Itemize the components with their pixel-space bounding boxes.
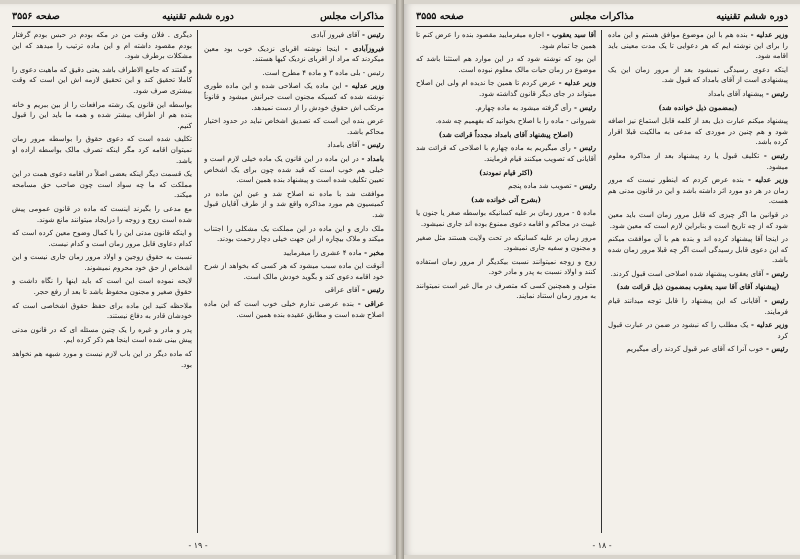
- transcript-paragraph: [416, 257, 596, 278]
- transcript-paragraph: [608, 296, 788, 317]
- speech-text: رئیس - بلی ماده ۳ و ماده ۴ مطرح است.: [262, 67, 384, 77]
- book-gutter: [396, 0, 404, 559]
- speech-text: اجازه میفرمایید مقصود بنده را عرض کنم تا همین جا تمام شود.: [416, 30, 596, 50]
- transcript-paragraph: [416, 233, 596, 254]
- transcript-paragraph: [12, 204, 192, 225]
- speech-text: رأی میگیریم به ماده چهارم با اصلاحی که قرائت شد آقایانی که تصویب میکنند قیام فرمایند.: [416, 143, 596, 163]
- left-page-header: [12, 10, 384, 27]
- transcript-paragraph: [12, 65, 192, 97]
- transcript-paragraph: [12, 325, 192, 346]
- speech-text: ماده ۴ عشری را میفرمایید: [283, 247, 362, 257]
- right-page-column-left: [416, 30, 596, 533]
- speaker-name: رئیس -: [571, 102, 596, 112]
- column-divider: [601, 30, 602, 533]
- speech-text: که ماده دیگر در این باب لازم نیست و مورد شبهه هم نخواهد بود.: [12, 349, 192, 369]
- speech-text: آنوقت این ماده سبب میشود که هر کسی که بخواهد از شرح خود اقامه دعوی کند و بگوید خودش مالک است.: [204, 261, 384, 281]
- speech-text: این بود که نوشته شود که در این موارد هم استثنا باشد که موضوع در زمان حیات مالک معلوم نبوده است.: [416, 54, 596, 74]
- transcript-paragraph: [204, 116, 384, 137]
- speaker-name: وزیر عدلیه -: [555, 78, 596, 88]
- left-header-session: دوره ششم تقنینیه: [162, 11, 234, 22]
- speech-text: یک مطلب را که نبشود در ضمن در عبارت قبول کرد: [608, 320, 788, 340]
- speech-text: زوج و زوجه نمیتوانند نسبت بیکدیگر از مرور زمان استفاده کنند و اولاد نسبت به پدر و مادر خود.: [416, 256, 596, 277]
- speech-text: (پیشنهاد آقای آقا سید یعقوب بمضمون ذیل قرائت شد): [616, 282, 780, 292]
- speech-text: (بشرح آتی خوانده شد): [471, 194, 541, 204]
- right-header-title: مذاکرات مجلس: [570, 11, 634, 22]
- speech-text: تکلیف شده است که دعوی حقوق را بواسطه مرور زمان نمیتوان اقامه کرد مگر اینکه تصرف مالک بواسطه اراده او باشد.: [12, 134, 192, 165]
- left-page: [0, 4, 396, 555]
- speech-text: عرض بنده این است که تصدیق اشخاص نباید در حدود اختیار محاکم باشد.: [204, 116, 384, 136]
- transcript-paragraph: [416, 281, 596, 302]
- speaker-name: وزیر عدلیه -: [341, 81, 384, 91]
- transcript-paragraph: [608, 103, 788, 114]
- speech-text: شیروانی - ماده را با اصلاح بخوانید که بفهمیم چه شده.: [435, 116, 596, 126]
- speaker-name: عراقی -: [353, 299, 384, 309]
- speech-text: و گفتند که جامع الاطراف باشد یعنی دقیق که ماهیت دعوی را کاملا تحقیق کند و این تحقیق لازمه اش این است که وقت بیشتری صرف شود.: [12, 64, 192, 95]
- transcript-paragraph: [416, 195, 596, 206]
- speech-text: بنده عرضی ندارم خیلی خوب است که این ماده اصلاح شده است و مطابق عقیده بنده همین است.: [204, 299, 384, 319]
- transcript-paragraph: [204, 224, 384, 245]
- right-header-session: دوره ششم تقنینیه: [716, 11, 788, 22]
- speech-text: آقای عراقی: [324, 285, 360, 295]
- speech-text: اینکه دعوی رسیدگی نمیشود بعد از مرور زمان این یک پیشنهادی است از آقای بامداد که قبول شد.: [608, 64, 788, 85]
- transcript-paragraph: [416, 54, 596, 75]
- transcript-paragraph: [608, 320, 788, 341]
- left-page-column-right: [204, 30, 384, 533]
- transcript-paragraph: [204, 140, 384, 151]
- transcript-paragraph: [204, 30, 384, 41]
- transcript-paragraph: [608, 65, 788, 86]
- speaker-name: رئیس -: [359, 140, 384, 150]
- speech-text: بنده عرض کردم که اینطور نیست که مرور زمان در هر دو مورد اثر داشته باشد و این در قانون مدنی هم هست.: [608, 175, 788, 206]
- speech-text: پیشنهاد آقای بامداد: [707, 88, 764, 98]
- speech-text: و اینکه قانون مدنی این را با کمال وضوح معین کرده است که کدام دعاوی قابل مرور زمان است و کدام نیست.: [12, 228, 192, 248]
- speech-text: بواسطه این قانون یک رشته مرافعات را از بین ببریم و خانه بنده هم از اطراف بیشتر شده و همه ما باید این را قبول کنیم.: [12, 99, 192, 130]
- speech-text: (بمضمون ذیل خوانده شد): [658, 102, 738, 112]
- transcript-paragraph: [204, 285, 384, 296]
- transcript-paragraph: [204, 248, 384, 259]
- speaker-name: رئیس -: [759, 150, 788, 160]
- transcript-paragraph: [12, 30, 192, 62]
- speech-text: مرور زمان بر علیه کسانیکه در تحت ولایت هستند مثل صغیر و مجنون و سفیه جاری نمیشود.: [416, 232, 596, 253]
- transcript-paragraph: [204, 299, 384, 320]
- column-divider: [197, 30, 198, 533]
- speaker-name: مخبر -: [361, 247, 384, 257]
- right-header-page-number: صفحه ۳۵۵۵: [416, 11, 464, 22]
- transcript-paragraph: [204, 189, 384, 221]
- speech-text: بنده هم با این موضوع موافق هستم و این ماده را برای این نوشته ایم که هر دعوایی تا یک مدت معینی باید اقامه شود.: [608, 30, 788, 61]
- transcript-paragraph: [416, 116, 596, 127]
- speech-text: آقای یعقوب پیشنهاد شده اصلاحی است قبول کردند.: [610, 268, 764, 278]
- transcript-paragraph: [416, 168, 596, 179]
- transcript-paragraph: [204, 154, 384, 186]
- speech-text: آقای بامداد: [327, 140, 360, 150]
- speaker-name: فیروزآبادی -: [339, 43, 384, 53]
- transcript-paragraph: [608, 30, 788, 62]
- speaker-name: رئیس -: [570, 143, 596, 153]
- speech-text: دیگری . فلان وقت من در مکه بودم در حبس بودم گرفتار بودم مقصود داشته ام و این ماده ترتیب را میدهد که این مشکلات برطرف شود.: [12, 30, 192, 61]
- speech-text: (اصلاح پیشنهاد آقای بامداد مجدداً قرائت شد): [438, 129, 574, 139]
- right-page-footer: - ۱۸ -: [592, 541, 612, 550]
- speech-text: موافقت شد با ماده نه اصلاح شد و عین این ماده در کمیسیون هم مورد مذاکره واقع شد و از طرف آقایان قبول شد.: [204, 188, 384, 219]
- left-page-column-left: [12, 30, 192, 533]
- speaker-name: رئیس -: [359, 30, 384, 39]
- right-page-column-right: [608, 30, 788, 533]
- transcript-paragraph: [12, 252, 192, 273]
- speaker-name: وزیر عدلیه -: [747, 30, 788, 39]
- speech-text: این ماده یک اصلاحی شده و این ماده طوری نوشته شده که کسیکه مجنون است جبرانش میشود و قانوناً مرتکب اش حقوق خودش را از دست نمیدهد.: [204, 81, 384, 112]
- right-page-header: [416, 10, 788, 27]
- speech-text: در قوانین ما اگر چیزی که قابل مرور زمان است باید معین شود که از چه تاریخ است و بنابراین لازم است که معین شود.: [608, 209, 788, 230]
- speech-text: تکلیف قبول یا رد پیشنهاد بعد از مذاکره معلوم میشود.: [608, 150, 788, 171]
- transcript-paragraph: [12, 349, 192, 370]
- speech-text: رأی گرفته میشود به ماده چهارم.: [475, 102, 572, 112]
- speaker-name: وزیر عدلیه -: [748, 320, 788, 330]
- transcript-paragraph: [204, 68, 384, 79]
- speech-text: ماده ۵ - مرور زمان بر علیه کسانیکه بواسطه صغر یا جنون یا غیبت در محاکم و اقامه دعوی ممنوع بوده اند جاری نمیشود.: [416, 208, 596, 228]
- transcript-paragraph: [416, 30, 596, 51]
- speaker-name: رئیس -: [571, 181, 596, 191]
- transcript-paragraph: [204, 261, 384, 282]
- transcript-paragraph: [608, 116, 788, 148]
- speech-text: عرض کردم تا همین جا ندیده ام ولی این اصلاح میتواند در جای دیگر قانون گذاشته شود.: [416, 78, 596, 98]
- transcript-paragraph: [608, 344, 788, 355]
- transcript-paragraph: [608, 234, 788, 266]
- speech-text: پیشنهاد میکنم عبارت ذیل بعد از کلمه قابل استماع نیز اضافه شود و هم چنین در موردی که مدعی به مالکیت قبلا اقرار کرده باشد.: [608, 116, 788, 147]
- transcript-paragraph: [12, 301, 192, 322]
- speech-text: اینجا نوشته اقربای نزدیک خوب بود معین میکردند که مراد از اقربای نزدیک کیها هستند.: [204, 43, 384, 64]
- speech-text: ملاحظه کنید این ماده برای حفظ حقوق اشخاصی است که خودشان قادر به دفاع نیستند.: [12, 300, 192, 321]
- transcript-paragraph: [608, 151, 788, 172]
- transcript-paragraph: [416, 130, 596, 141]
- transcript-paragraph: [608, 282, 788, 293]
- speech-text: متولی و همچنین کسی که متصرف در مال غیر است نمیتوانند به مرور زمان استناد نمایند.: [416, 280, 596, 301]
- transcript-paragraph: [608, 269, 788, 280]
- speech-text: پدر و مادر و غیره را یک چنین مسئله ای که در قانون مدنی پیش بینی شده است اینجا هم ذکر کرده ایم.: [12, 324, 192, 345]
- speech-text: خوب آنرا که آقای عیر قبول کردند رأی میگیریم: [626, 344, 764, 354]
- transcript-paragraph: [12, 276, 192, 297]
- speaker-name: بامداد -: [358, 153, 384, 163]
- transcript-paragraph: [416, 143, 596, 164]
- transcript-paragraph: [12, 169, 192, 201]
- speech-text: تصویب شد ماده پنجم: [508, 181, 572, 191]
- left-header-title: مذاکرات مجلس: [320, 11, 384, 22]
- transcript-paragraph: [12, 100, 192, 132]
- transcript-paragraph: [416, 181, 596, 192]
- speech-text: آقایانی که این پیشنهاد را قابل توجه میدانند قیام فرمایند.: [608, 296, 788, 316]
- transcript-paragraph: [416, 208, 596, 229]
- speech-text: مع مدعی را بگیرند اینست که ماده در قانون عمومی پیش شده است زوج و زوجه را درایجاد میتوانند مانع شوند.: [12, 203, 192, 224]
- speech-text: نسبت به حقوق زوجین و اولاد مرور زمان جاری نیست و این اشخاص از حق خود محروم نمیشوند.: [12, 252, 192, 272]
- speech-text: آقای فیروز آبادی: [310, 30, 360, 39]
- left-page-footer: - ۱۹ -: [188, 541, 208, 550]
- transcript-paragraph: [204, 81, 384, 113]
- transcript-paragraph: [12, 134, 192, 166]
- transcript-paragraph: [608, 175, 788, 207]
- speaker-name: آقا سید یعقوب -: [544, 30, 596, 39]
- transcript-paragraph: [204, 44, 384, 65]
- speaker-name: رئیس -: [763, 344, 788, 354]
- speaker-name: رئیس -: [359, 285, 384, 295]
- transcript-paragraph: [416, 103, 596, 114]
- speech-text: در اینجا آقا پیشنهاد کرده اند و بنده هم با آن موافقت میکنم که این دعوی قابل رسیدگی است اگر چه قبلا مرور زمان شده باشد.: [608, 234, 788, 265]
- speech-text: ملک داری و این ماده در این مملکت یک مشکلی را اجتناب میکند و ملاک بیچاره از این جهت خیلی دچار زحمت بودند.: [204, 223, 384, 244]
- transcript-paragraph: [12, 228, 192, 249]
- speaker-name: رئیس -: [763, 88, 788, 98]
- speech-text: در این ماده در این قانون یک ماده خیلی لازم است و خیلی هم خوب است که قید شده چون برای یک اشخاص تعیین تکلیف شده است و پیشنهاد بنده همین است.: [204, 153, 384, 185]
- speech-text: لایحه نموده است این است که باید اینها را نگاه داشت و حقوق صغیر و مجنون محفوظ باشد تا بعد از رفع حجر.: [12, 276, 192, 297]
- speech-text: یک قسمت دیگر اینکه بعضی اصلاً در اقامه دعوی همت در این مملکت که ما چه سواد است چون صاحب حق مسامحه میکند.: [12, 169, 192, 200]
- transcript-paragraph: [416, 78, 596, 99]
- speaker-name: رئیس -: [763, 268, 788, 278]
- transcript-paragraph: [608, 210, 788, 231]
- left-header-page-number: صفحه ۳۵۵۶: [12, 11, 60, 22]
- speech-text: (اکثر قیام نمودند): [479, 167, 533, 177]
- speaker-name: رئیس -: [760, 296, 788, 306]
- speaker-name: وزیر عدلیه -: [743, 175, 788, 185]
- right-page: [404, 4, 800, 555]
- transcript-paragraph: [608, 89, 788, 100]
